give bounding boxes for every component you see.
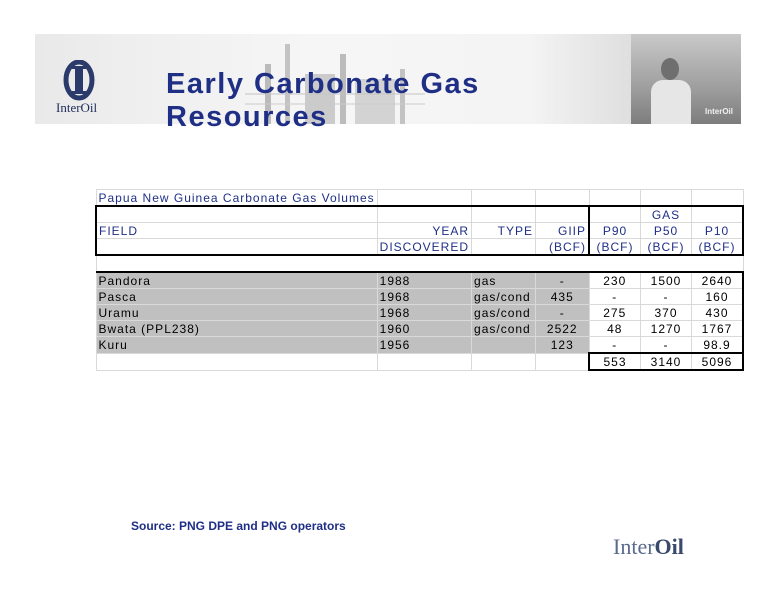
cell-giip: 123 — [536, 337, 590, 354]
cell-field: Kuru — [96, 337, 377, 354]
cell-year: 1968 — [377, 289, 471, 305]
header-row-2 — [96, 239, 743, 256]
cell-field: Pasca — [96, 289, 377, 305]
col-p90-sub: (BCF) — [589, 239, 641, 256]
cell-p10: 160 — [692, 289, 744, 305]
cell-giip: 435 — [536, 289, 590, 305]
table-row — [96, 337, 743, 354]
table-row — [96, 289, 743, 305]
source-note: Source: PNG DPE and PNG operators — [131, 519, 346, 533]
cell-p50: 370 — [641, 305, 692, 321]
col-p10: P10 — [692, 223, 744, 239]
table-caption-row — [96, 190, 743, 207]
cell-p10: 430 — [692, 305, 744, 321]
cell-year: 1968 — [377, 305, 471, 321]
cell-giip: - — [536, 272, 590, 289]
col-p50: P50 — [641, 223, 692, 239]
totals-row — [96, 353, 743, 370]
col-year-sub: DISCOVERED — [377, 239, 471, 256]
header-row-1 — [96, 223, 743, 239]
cell-p90: - — [589, 289, 641, 305]
table-row — [96, 305, 743, 321]
cell-p90: 230 — [589, 272, 641, 289]
cell-year: 1988 — [377, 272, 471, 289]
page-title: Early Carbonate Gas Resources — [166, 68, 480, 133]
col-giip: GIIP — [536, 223, 590, 239]
cell-type: gas/cond — [472, 305, 536, 321]
table-row — [96, 321, 743, 337]
cell-p50: - — [641, 337, 692, 354]
cell-p50: - — [641, 289, 692, 305]
footer-logo-part2: Oil — [654, 534, 684, 559]
cell-type: gas/cond — [472, 289, 536, 305]
gas-volumes-table — [95, 189, 744, 371]
cell-p50: 1270 — [641, 321, 692, 337]
cell-p90: 275 — [589, 305, 641, 321]
cell-type — [472, 337, 536, 354]
table-caption: Papua New Guinea Carbonate Gas Volumes — [96, 190, 377, 207]
cell-p90: 48 — [589, 321, 641, 337]
worker-photo — [631, 34, 741, 124]
col-p10-sub: (BCF) — [692, 239, 744, 256]
cell-p90: - — [589, 337, 641, 354]
table-row — [96, 272, 743, 289]
cell-giip: - — [536, 305, 590, 321]
group-header-row — [96, 206, 743, 223]
col-field: FIELD — [96, 223, 377, 239]
col-p90: P90 — [589, 223, 641, 239]
total-p50: 3140 — [641, 353, 692, 370]
cell-year: 1960 — [377, 321, 471, 337]
cell-type: gas/cond — [472, 321, 536, 337]
total-p10: 5096 — [692, 353, 744, 370]
cell-p10: 2640 — [692, 272, 744, 289]
logo-text: InterOil — [56, 100, 98, 115]
footer-logo — [613, 534, 684, 560]
cell-field: Uramu — [96, 305, 377, 321]
cell-giip: 2522 — [536, 321, 590, 337]
col-p50-sub: (BCF) — [641, 239, 692, 256]
cell-type: gas — [472, 272, 536, 289]
col-year: YEAR — [377, 223, 471, 239]
banner-mini-logo: InterOil — [704, 107, 733, 116]
cell-p10: 1767 — [692, 321, 744, 337]
cell-field: Bwata (PPL238) — [96, 321, 377, 337]
col-type: TYPE — [472, 223, 536, 239]
gas-group-header: GAS — [641, 206, 692, 223]
cell-year: 1956 — [377, 337, 471, 354]
total-p90: 553 — [589, 353, 641, 370]
footer-logo-part1: Inter — [613, 534, 655, 559]
col-giip-sub: (BCF) — [536, 239, 590, 256]
cell-p50: 1500 — [641, 272, 692, 289]
cell-field: Pandora — [96, 272, 377, 289]
cell-p10: 98.9 — [692, 337, 744, 354]
